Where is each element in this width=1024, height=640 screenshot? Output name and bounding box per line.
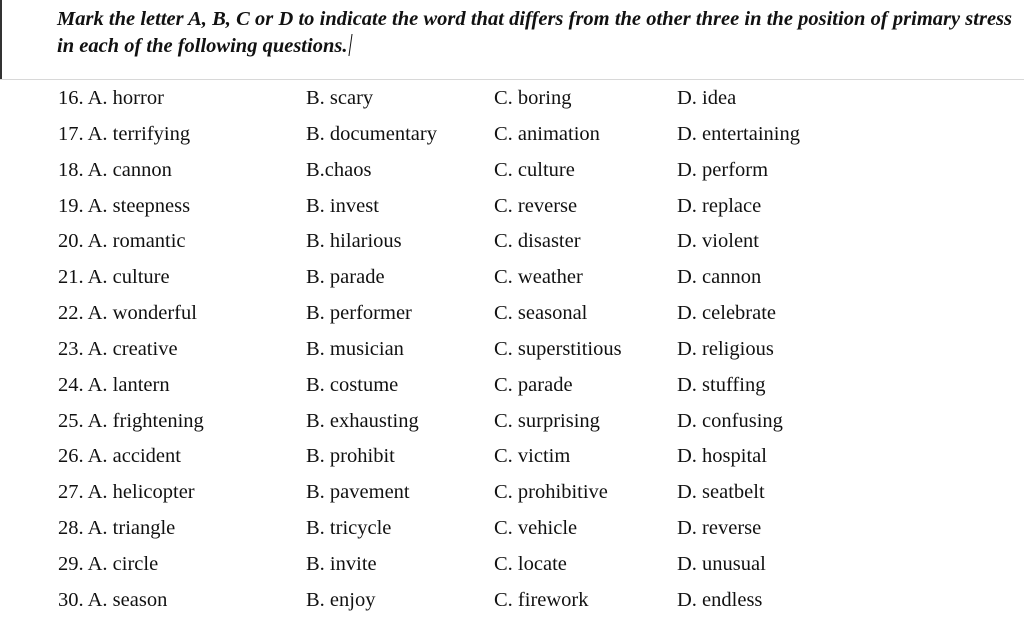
option-b: B. musician bbox=[306, 337, 404, 360]
question-row bbox=[0, 368, 1024, 404]
option-c: C. firework bbox=[494, 588, 589, 611]
option-a: 21. A. culture bbox=[58, 266, 170, 289]
option-c: C. disaster bbox=[494, 230, 581, 253]
option-c: C. superstitious bbox=[494, 337, 622, 360]
option-b: B. costume bbox=[306, 373, 399, 396]
option-b: B.chaos bbox=[306, 158, 372, 181]
option-d: D. violent bbox=[677, 230, 759, 253]
instruction-line-1: Mark the letter A, B, C or D to indicate the word that differs from the other three in the position of bbox=[57, 8, 888, 30]
option-d: D. hospital bbox=[677, 445, 767, 468]
option-b: B. parade bbox=[306, 266, 385, 289]
option-a: 18. A. cannon bbox=[58, 158, 172, 181]
left-border bbox=[0, 0, 2, 80]
option-c: C. culture bbox=[494, 158, 575, 181]
text-cursor bbox=[349, 34, 353, 56]
option-c: C. victim bbox=[494, 445, 571, 468]
option-c: C. surprising bbox=[494, 409, 600, 432]
option-d: D. reverse bbox=[677, 517, 762, 540]
option-c: C. prohibitive bbox=[494, 481, 608, 504]
option-c: C. vehicle bbox=[494, 517, 578, 540]
instruction-line-2: primary stress in each of the following questions. bbox=[57, 8, 1013, 57]
option-d: D. cannon bbox=[677, 266, 762, 289]
question-row bbox=[0, 583, 1024, 619]
option-d: D. entertaining bbox=[677, 122, 800, 145]
option-a: 24. A. lantern bbox=[58, 373, 170, 396]
option-c: C. animation bbox=[494, 122, 600, 145]
option-b: B. tricycle bbox=[306, 517, 392, 540]
option-b: B. prohibit bbox=[306, 445, 395, 468]
question-row bbox=[0, 439, 1024, 475]
option-a: 30. A. season bbox=[58, 588, 168, 611]
option-b: B. enjoy bbox=[306, 588, 376, 611]
option-d: D. unusual bbox=[677, 552, 766, 575]
option-a: 17. A. terrifying bbox=[58, 122, 191, 145]
instruction-text bbox=[57, 6, 1012, 60]
option-b: B. exhausting bbox=[306, 409, 419, 432]
option-d: D. seatbelt bbox=[677, 481, 765, 504]
option-d: D. replace bbox=[677, 194, 762, 217]
option-b: B. scary bbox=[306, 87, 374, 109]
question-row bbox=[0, 117, 1024, 153]
question-list bbox=[0, 81, 1024, 619]
option-a: 19. A. steepness bbox=[58, 194, 191, 217]
question-row bbox=[0, 404, 1024, 440]
option-b: B. invest bbox=[306, 194, 379, 217]
question-row bbox=[0, 189, 1024, 225]
option-a: 27. A. helicopter bbox=[58, 481, 195, 504]
question-row bbox=[0, 332, 1024, 368]
option-d: D. religious bbox=[677, 337, 774, 360]
option-d: D. perform bbox=[677, 158, 769, 181]
question-row bbox=[0, 153, 1024, 189]
option-d: D. celebrate bbox=[677, 302, 777, 325]
option-c: C. seasonal bbox=[494, 302, 588, 325]
option-d: D. confusing bbox=[677, 409, 783, 432]
question-row bbox=[0, 475, 1024, 511]
question-row bbox=[0, 81, 1024, 117]
option-a: 23. A. creative bbox=[58, 337, 178, 360]
option-a: 26. A. accident bbox=[58, 445, 181, 468]
option-a: 28. A. triangle bbox=[58, 517, 176, 540]
option-d: D. stuffing bbox=[677, 373, 766, 396]
header-divider bbox=[0, 79, 1024, 80]
question-row bbox=[0, 296, 1024, 332]
question-row bbox=[0, 547, 1024, 583]
option-c: C. weather bbox=[494, 266, 583, 289]
option-c: C. reverse bbox=[494, 194, 578, 217]
option-c: C. boring bbox=[494, 87, 572, 109]
question-row bbox=[0, 260, 1024, 296]
option-b: B. hilarious bbox=[306, 230, 402, 253]
option-a: 20. A. romantic bbox=[58, 230, 186, 253]
option-b: B. performer bbox=[306, 302, 412, 325]
option-c: C. locate bbox=[494, 552, 567, 575]
option-b: B. documentary bbox=[306, 122, 437, 145]
option-c: C. parade bbox=[494, 373, 573, 396]
question-row bbox=[0, 224, 1024, 260]
option-d: D. endless bbox=[677, 588, 763, 611]
option-a: 25. A. frightening bbox=[58, 409, 204, 432]
option-a: 16. A. horror bbox=[58, 87, 164, 109]
question-row bbox=[0, 511, 1024, 547]
option-a: 29. A. circle bbox=[58, 552, 159, 575]
option-a: 22. A. wonderful bbox=[58, 302, 197, 325]
option-b: B. invite bbox=[306, 552, 377, 575]
option-d: D. idea bbox=[677, 87, 737, 109]
option-b: B. pavement bbox=[306, 481, 410, 504]
